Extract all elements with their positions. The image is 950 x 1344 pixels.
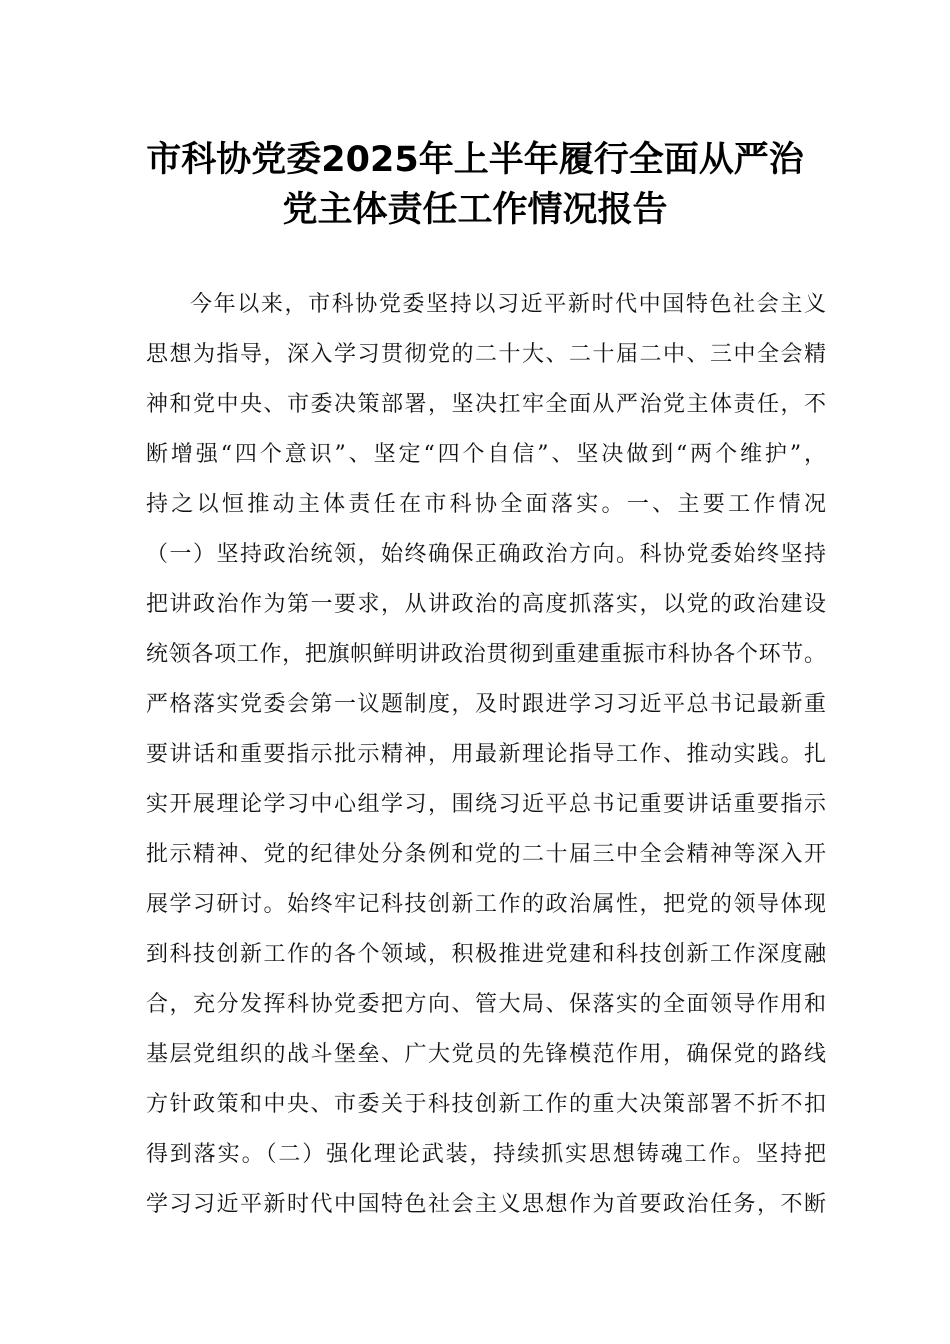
body-line: 基层党组织的战斗堡垒、广大党员的先锋模范作用，确保党的路线 [146, 1042, 826, 1067]
body-line: 严格落实党委会第一议题制度，及时跟进学习习近平总书记最新重 [146, 692, 826, 717]
document-body [146, 280, 826, 1230]
body-line: 把讲政治作为第一要求，从讲政治的高度抓落实，以党的政治建设 [146, 592, 826, 617]
body-line: 思想为指导，深入学习贯彻党的二十大、二十届二中、三中全会精 [146, 342, 826, 367]
body-line: 统领各项工作，把旗帜鲜明讲政治贯彻到重建重振市科协各个环节。 [146, 642, 826, 667]
body-line: 实开展理论学习中心组学习，围绕习近平总书记重要讲话重要指示 [146, 792, 826, 817]
body-line: 神和党中央、市委决策部署，坚决扛牢全面从严治党主体责任，不 [146, 392, 826, 417]
body-line: 今年以来，市科协党委坚持以习近平新时代中国特色社会主义 [190, 292, 826, 317]
body-line: 合，充分发挥科协党委把方向、管大局、保落实的全面领导作用和 [146, 992, 826, 1017]
body-line: 持之以恒推动主体责任在市科协全面落实。一、主要工作情况 [146, 492, 826, 517]
body-line: 批示精神、党的纪律处分条例和党的二十届三中全会精神等深入开 [146, 842, 826, 867]
body-line: 到科技创新工作的各个领域，积极推进党建和科技创新工作深度融 [146, 942, 826, 967]
body-line: 学习习近平新时代中国特色社会主义思想作为首要政治任务，不断 [146, 1192, 826, 1217]
body-line: （一）坚持政治统领，始终确保正确政治方向。科协党委始终坚持 [146, 542, 826, 567]
body-line: 要讲话和重要指示批示精神，用最新理论指导工作、推动实践。扎 [146, 742, 826, 767]
document-title-line-1: 市科协党委2025年上半年履行全面从严治 [146, 140, 804, 180]
body-line: 方针政策和中央、市委关于科技创新工作的重大决策部署不折不扣 [146, 1092, 826, 1117]
body-line: 得到落实。（二）强化理论武装，持续抓实思想铸魂工作。坚持把 [146, 1142, 826, 1167]
body-line: 断增强“四个意识”、坚定“四个自信”、坚决做到“两个维护”， [146, 442, 826, 467]
document-title-line-2: 党主体责任工作情况报告 [282, 190, 668, 230]
body-line: 展学习研讨。始终牢记科技创新工作的政治属性，把党的领导体现 [146, 892, 826, 917]
